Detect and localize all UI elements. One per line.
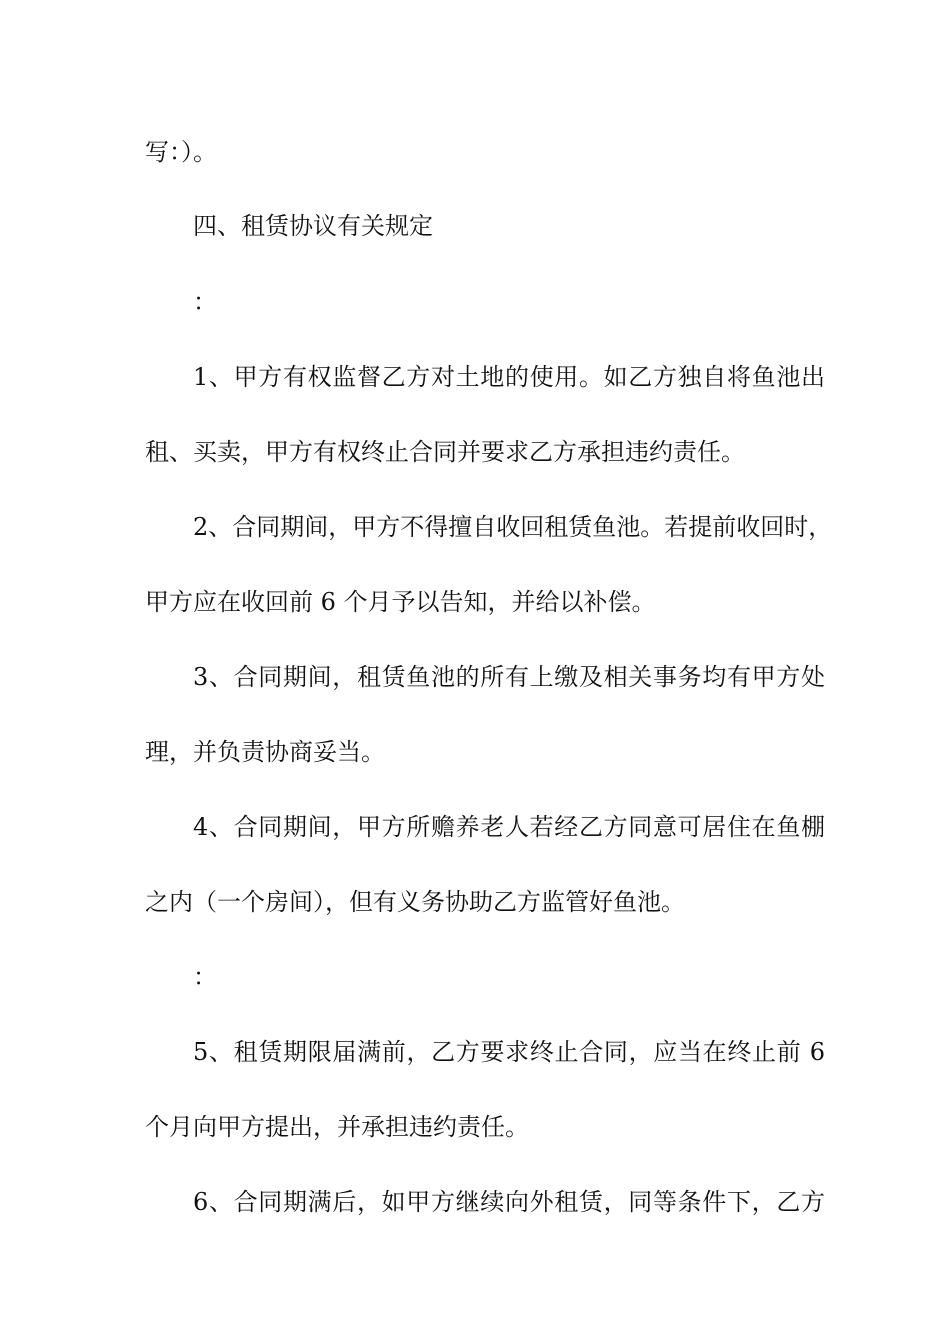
clause-6-line-1: 6、合同期满后，如甲方继续向外租赁，同等条件下，乙方: [193, 1188, 825, 1216]
clause-2-line-2: 甲方应在收回前 6 个月予以告知，并给以补偿。: [145, 588, 656, 616]
text-line-continuation: 写：）。: [145, 138, 217, 166]
text-line-colon-2: ：: [193, 963, 217, 991]
clause-2-line-1: 2、合同期间，甲方不得擅自收回租赁鱼池。若提前收回时，: [193, 513, 833, 541]
clause-3-line-2: 理，并负责协商妥当。: [145, 738, 385, 766]
clause-4-line-2: 之内（一个房间），但有义务协助乙方监管好鱼池。: [145, 888, 685, 916]
clause-1-line-1: 1、甲方有权监督乙方对土地的使用。如乙方独自将鱼池出: [193, 363, 825, 391]
clause-4-line-1: 4、合同期间，甲方所赡养老人若经乙方同意可居住在鱼棚: [193, 813, 825, 841]
text-line-colon: ：: [193, 288, 217, 316]
clause-1-line-2: 租、买卖，甲方有权终止合同并要求乙方承担违约责任。: [145, 438, 745, 466]
clause-5-line-2: 个月向甲方提出，并承担违约责任。: [145, 1113, 529, 1141]
clause-3-line-1: 3、合同期间，租赁鱼池的所有上缴及相关事务均有甲方处: [193, 663, 825, 691]
section-heading: 四、租赁协议有关规定: [193, 212, 433, 240]
clause-5-line-1: 5、租赁期限届满前，乙方要求终止合同，应当在终止前 6: [193, 1038, 825, 1066]
